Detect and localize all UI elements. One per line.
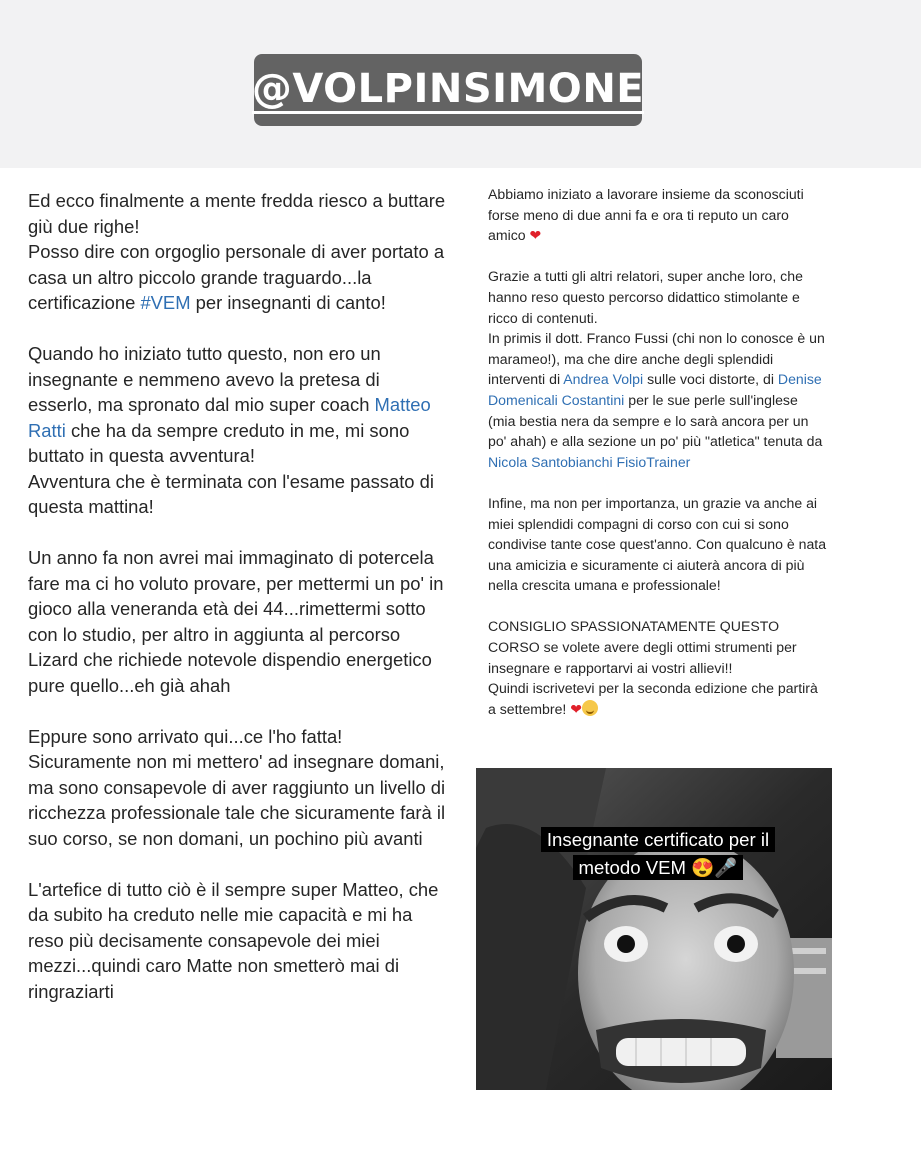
paragraph — [488, 184, 828, 246]
paragraph-text: per insegnanti di canto! — [190, 292, 386, 313]
hashtag-link[interactable]: #VEM — [140, 292, 191, 313]
paragraph-text: che ha da sempre creduto in me, mi sono buttato in questa avventura! Avventura che è terminata con l'esame passato di questa mattina! — [28, 419, 434, 517]
red-heart-icon: ❤ — [529, 227, 542, 244]
paragraph: Un anno fa non avrei mai immaginato di potercela fare ma ci ho voluto provare, per mettermi un po' in gioco alla veneranda età dei 44...rimettermi sotto con lo studio, per altro in aggiunta al percorso Lizard che richiede notevole dispendio energetico pure quello...eh già ahah — [28, 547, 444, 696]
selfie-illustration — [476, 768, 832, 1090]
smiling-face-icon — [582, 700, 598, 716]
mention-link[interactable]: Andrea Volpi — [563, 371, 644, 388]
paragraph-text: Quando ho iniziato tutto questo, non ero un insegnante e nemmeno avevo la pretesa di esserlo, ma spronato dal mio super coach — [28, 343, 381, 415]
paragraph-text: Ed ecco finalmente a mente fredda riesco a buttare giù due righe! Posso dire con orgoglio personale di aver portato a casa un altro piccolo grande traguardo...la certificazione — [28, 190, 446, 313]
paragraph-text: Grazie a tutti gli altri relatori, super anche loro, che hanno reso questo percorso didattico stimolante e ricco di contenuti. In primis il dott. Franco Fussi (chi non lo conosce è un marameo!), ma che dire anche degli splendidi interventi di — [488, 268, 825, 388]
mention-link[interactable]: Nicola Santobianchi FisioTrainer — [488, 453, 691, 470]
paragraph — [28, 188, 448, 316]
paragraph — [28, 341, 448, 520]
paragraph-text: per le sue perle sull'inglese (mia bestia nera da sempre e lo sarà ancora per un po' ahah) e alla sezione un po' più "atletica" tenuta da — [488, 391, 823, 450]
post-text-left-column — [28, 188, 448, 1030]
paragraph — [488, 616, 828, 719]
paragraph-text: sulle voci distorte, di — [643, 371, 778, 388]
paragraph: Infine, ma non per importanza, un grazie va anche ai miei splendidi compagni di corso con cui si sono condivise tante cose quest'anno. Con qualcuno è nata una amicizia e sicuramente ci aiuterà ancora di più nella crescita umana e professionale! — [488, 494, 827, 594]
photo-caption — [532, 826, 784, 882]
paragraph-text: Abbiamo iniziato a lavorare insieme da sconosciuti forse meno di due anni fa e ora ti reputo un caro amico — [488, 186, 804, 244]
post-text-right-column — [488, 184, 828, 740]
paragraph: L'artefice di tutto ciò è il sempre super Matteo, che da subito ha creduto nelle mie capacità e mi ha reso più decisamente consapevole dei miei mezzi...quindi caro Matte non smetterò mai di ringraziarti — [28, 878, 439, 1002]
selfie-photo — [476, 768, 832, 1090]
paragraph-text: CONSIGLIO SPASSIONATAMENTE QUESTO CORSO se volete avere degli ottimi strumenti per insegnare e rapportarvi ai vostri allievi!! Quindi iscrivetevi per la seconda edizione che partirà a settembre! — [488, 618, 818, 717]
mention-link[interactable]: Matteo Ratti — [28, 394, 431, 441]
paragraph: Eppure sono arrivato qui...ce l'ho fatta! Sicuramente non mi mettero' ad insegnare domani, ma sono consapevole di aver raggiunto un livello di ricchezza professionale tale che sicuramente farà il suo corso, se non domani, un pochino più avanti — [28, 725, 446, 849]
mention-link[interactable]: Denise Domenicali Costantini — [488, 371, 822, 408]
username-text: @VOLPINSIMONE — [251, 65, 645, 112]
red-heart-icon: ❤ — [570, 700, 583, 717]
photo-caption-text: Insegnante certificato per il metodo VEM 😍🎤 — [541, 827, 775, 880]
paragraph — [488, 266, 828, 472]
username-tag[interactable] — [251, 54, 645, 126]
story-footer — [0, 1118, 921, 1168]
